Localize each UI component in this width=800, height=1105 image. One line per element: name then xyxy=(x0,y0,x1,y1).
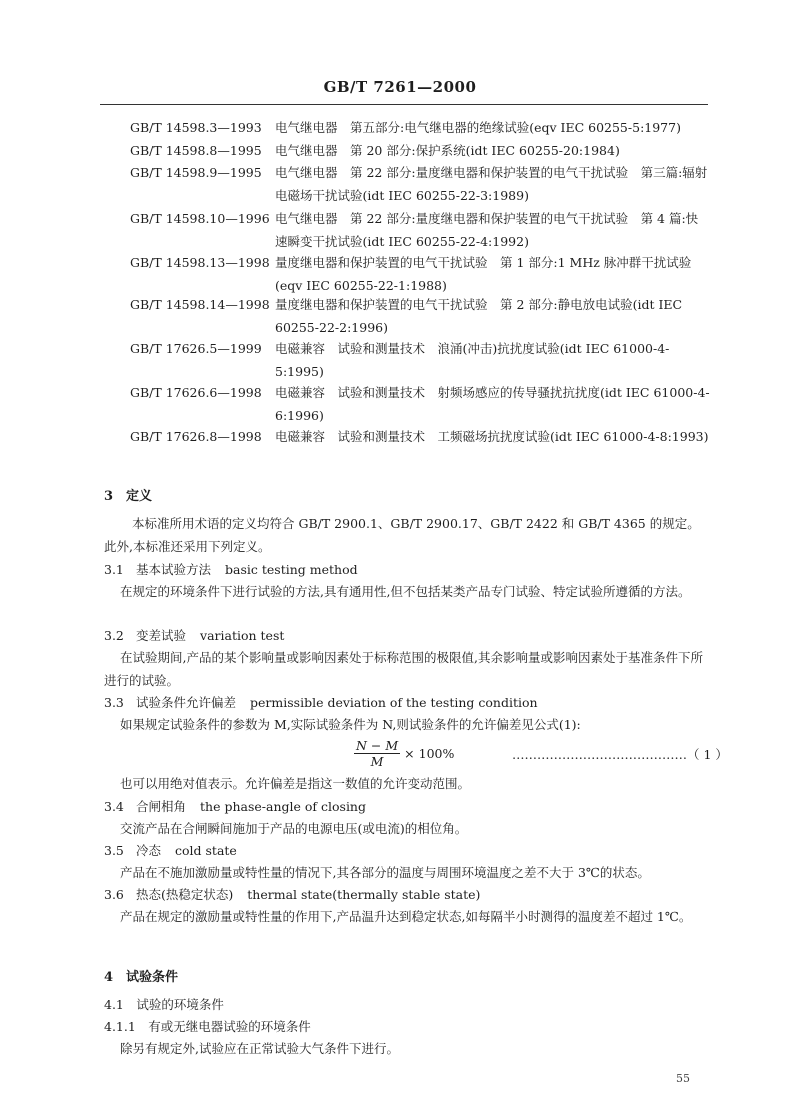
formula-tail: × 100% xyxy=(404,746,455,761)
header-rule xyxy=(100,104,708,105)
section-heading: 3 定义 xyxy=(104,489,153,504)
reference-code: GB/T 14598.10—1996 xyxy=(130,211,270,226)
reference-item xyxy=(130,425,710,448)
reference-title: 电磁兼容 试验和测量技术 浪涌(冲击)抗扰度试验(idt IEC 61000-4-5:1995) xyxy=(275,341,670,379)
formula-denominator: M xyxy=(370,754,384,769)
paragraph: 在规定的环境条件下进行试验的方法,具有通用性,但不包括某类产品专门试验、特定试验所遵循的方法。 xyxy=(120,584,691,599)
standard-header: GB/T 7261—2000 xyxy=(323,78,477,96)
paragraph: 在试验期间,产品的某个影响量或影响因素处于标称范围的极限值,其余影响量或影响因素处于基准条件下所进行的试验。 xyxy=(104,650,703,688)
subsection-heading: 3.1 基本试验方法 basic testing method xyxy=(104,562,358,577)
reference-title: 电气继电器 第 20 部分:保护系统(idt IEC 60255-20:1984) xyxy=(275,143,620,158)
reference-item xyxy=(130,337,710,383)
reference-code: GB/T 14598.14—1998 xyxy=(130,297,270,312)
reference-title: 电气继电器 第 22 部分:量度继电器和保护装置的电气干扰试验 第 4 篇:快速瞬变干扰试验(idt IEC 60255-22-4:1992) xyxy=(275,211,699,249)
reference-code: GB/T 17626.5—1999 xyxy=(130,341,262,356)
reference-title: 电磁兼容 试验和测量技术 射频场感应的传导骚扰抗扰度(idt IEC 61000-4-6:1996) xyxy=(275,385,710,423)
reference-item xyxy=(130,207,710,253)
reference-code: GB/T 14598.13—1998 xyxy=(130,255,270,270)
paragraph: 本标准所用术语的定义均符合 GB/T 2900.1、GB/T 2900.17、GB/T 2422 和 GB/T 4365 的规定。此外,本标准还采用下列定义。 xyxy=(104,516,700,554)
subsection-heading: 3.5 冷态 cold state xyxy=(104,843,237,858)
reference-title: 量度继电器和保护装置的电气干扰试验 第 1 部分:1 MHz 脉冲群干扰试验(eqv IEC 60255-22-1:1988) xyxy=(275,255,692,293)
subsection-heading: 3.2 变差试验 variation test xyxy=(104,628,285,643)
reference-code: GB/T 17626.8—1998 xyxy=(130,429,262,444)
paragraph: 产品在规定的激励量或特性量的作用下,产品温升达到稳定状态,如每隔半小时测得的温度差不超过 1℃。 xyxy=(120,909,692,924)
paragraph: 如果规定试验条件的参数为 M,实际试验条件为 N,则试验条件的允许偏差见公式(1): xyxy=(120,717,581,732)
formula-number: ……………………………………（ 1 ） xyxy=(512,747,728,762)
subsection-heading: 3.3 试验条件允许偏差 permissible deviation of the testing condition xyxy=(104,695,538,710)
page-number: 55 xyxy=(676,1072,690,1085)
subsection-heading: 3.6 热态(热稳定状态) thermal state(thermally stable state) xyxy=(104,887,481,902)
formula-numerator: N − M xyxy=(356,738,399,753)
paragraph: 交流产品在合闸瞬间施加于产品的电源电压(或电流)的相位角。 xyxy=(120,821,468,836)
reference-item xyxy=(130,139,710,162)
subsection-heading: 3.4 合闸相角 the phase-angle of closing xyxy=(104,799,366,814)
reference-item xyxy=(130,161,710,207)
subsection-heading: 4.1.1 有或无继电器试验的环境条件 xyxy=(104,1019,311,1034)
reference-title: 量度继电器和保护装置的电气干扰试验 第 2 部分:静电放电试验(idt IEC 60255-22-2:1996) xyxy=(275,297,683,335)
reference-item xyxy=(130,116,710,139)
formula xyxy=(354,738,454,769)
reference-code: GB/T 14598.9—1995 xyxy=(130,165,262,180)
reference-item xyxy=(130,293,710,339)
reference-item xyxy=(130,251,710,297)
paragraph: 产品在不施加激励量或特性量的情况下,其各部分的温度与周围环境温度之差不大于 3℃的状态。 xyxy=(120,865,650,880)
paragraph: 也可以用绝对值表示。允许偏差是指这一数值的允许变动范围。 xyxy=(120,776,471,791)
reference-title: 电磁兼容 试验和测量技术 工频磁场抗扰度试验(idt IEC 61000-4-8:1993) xyxy=(275,429,709,444)
reference-item xyxy=(130,381,710,427)
reference-title: 电气继电器 第五部分:电气继电器的绝缘试验(eqv IEC 60255-5:1977) xyxy=(275,120,681,135)
reference-code: GB/T 14598.3—1993 xyxy=(130,120,262,135)
paragraph: 除另有规定外,试验应在正常试验大气条件下进行。 xyxy=(120,1041,399,1056)
reference-title: 电气继电器 第 22 部分:量度继电器和保护装置的电气干扰试验 第三篇:辐射电磁场干扰试验(idt IEC 60255-22-3:1989) xyxy=(275,165,708,203)
reference-code: GB/T 17626.6—1998 xyxy=(130,385,262,400)
reference-code: GB/T 14598.8—1995 xyxy=(130,143,262,158)
subsection-heading: 4.1 试验的环境条件 xyxy=(104,997,224,1012)
section-heading: 4 试验条件 xyxy=(104,970,179,985)
